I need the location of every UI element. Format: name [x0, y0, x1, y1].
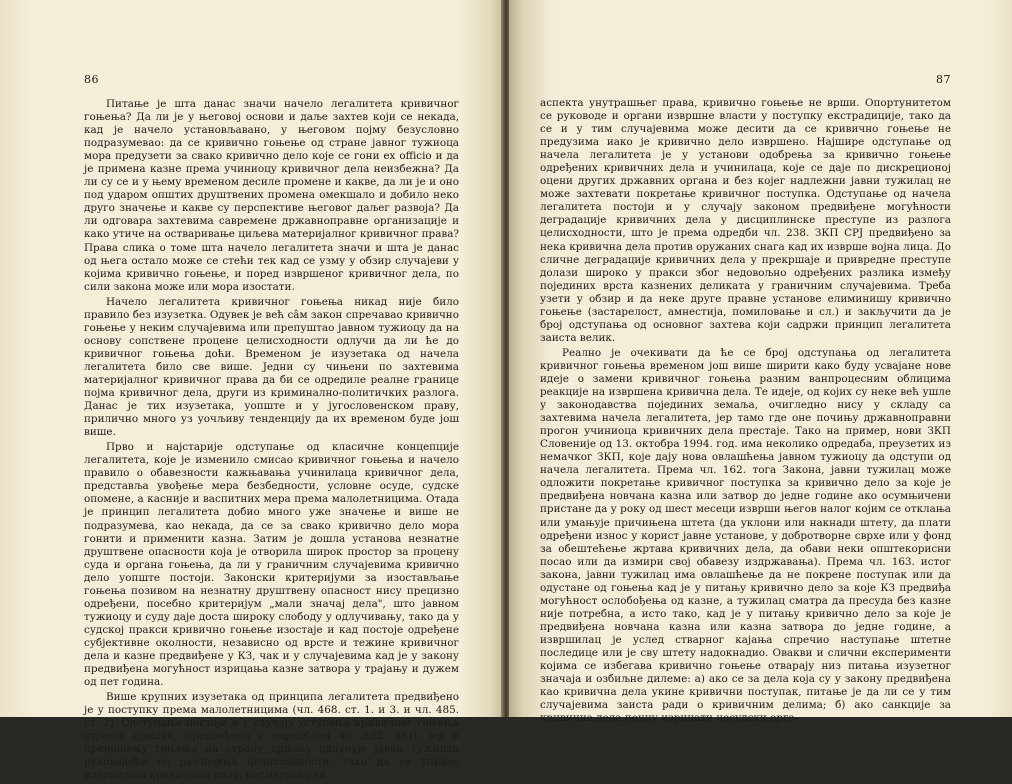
- page-number: 86: [84, 73, 99, 86]
- paragraph: Питање је шта данас значи начело легалитета кривичног гоњења? Да ли је у његовој основи и даље захтев који се некада, кад је начело установљавано, у његовом појму безусловно подразумевао: да се кривично гоњење од стране јавног тужиоца мора предузети за свако кривично дело које се гони ex officio и да је примена казне према учиниоцу кривичног дела неизбежна? Да ли су се и у њему временом десиле промене и какве, да ли је и оно под ударом општих друштвених промена омекшало и добило неко друго значење и какве су перспективе његовог даљег развоја? Да ли одговара захтевима савремене државноправне организације и како утиче на остваривање циљева материјалног кривичног права? Права слика о томе шта начело легалитета значи и шта је данас од њега остало може се стећи тек кад се узму у обзир случајеви у којима кривично гоњење, и поред извршеног кривичног дела, по сили закона може или мора изостати.: [84, 98, 459, 293]
- page-number: 87: [936, 73, 951, 86]
- paragraph: аспекта унутрашњег права, кривично гоњење не врши. Опортунитетом се руководе и органи извршне власти у поступку екстрадиције, тако да се и у тим случајевима може десити да се кривично гоњење не предузима иако је кривично дело извршено. Најшире одступање од начела легалитета је у установи одобрења за кривично гоњење одређених кривичних дела и учинилаца, које се даје по дискреционој оцени других државних органа и без којег надлежни јавни тужилац не може захтевати покретање кривичног поступка. Одступање од начела легалитета постоји и у случају законом предвиђене могућности деградације кривичних дела у дисциплинске преступе из разлога целисходности, што је према одредби чл. 238. ЗКП СРЈ предвиђено за нека кривична дела против оружаних снага кад их изврше војна лица. До сличне деградације кривичних дела у прекршаје и привредне преступе долази широко у пракси због недовољно одређених разлика између појединих врста казнених деликата у граничним случајевима. Треба узети у обзир и да неке друге правне установе елиминишу кривично гоњење (застарелост, амнестија, помиловање и сл.) и закључити да је број одступања од основног захтева који садржи принцип легалитета заиста велик.: [540, 97, 951, 344]
- paragraph: Више крупних изузетака од принципа легалитета предвиђено је у поступку према малолетницима (чл. 468. ст. 1. и 3. и чл. 485. ст. 2). Одступање постоји и у случају уступања кривичног гоњења страној држави, предвиђено у одредбама чл. 522. ЗКП, јер о преношењу гоњења на страну државу одлучује јавни тужилац руководећи се разлозима целисходности, тако да се упркос извршеном кривичном делу, посматрано са: [84, 691, 459, 782]
- right-page: [509, 0, 1012, 725]
- paragraph: Прво и најстарије одступање од класичне концепције легалитета, које је изменило смисао кривичног гоњења и начело правило о обавезности кажњавања учинилаца кривичног дела, представља увођење мера безбедности, условне осуде, судске опомене, а касније и васпитних мера према малолетницима. Отада је принцип легалитета добио много уже значење и више не подразумева, као некада, да се за свако кривично дело мора гонити и применити казна. Затим је дошла установа незнатне друштвене опасности која је отворила широк простор за процену суда и органа гоњења, да ли у граничним случајевима кривично дело уопште постоји. Законски критеријуми за изостављање гоњења позивом на незнатну друштвену опасност нису прецизно одређени, посебно критеријум „мали значај дела", што јавном тужиоцу и суду даје доста широку слободу у одлучивању, тако да у судској пракси кривично гоњење изостаје и кад постоје одређене субјективне околности, независно од врсте и тежине кривичног дела и казне предвиђене у КЗ, чак и у случајевима кад је у закону предвиђена могућност изрицања казне затвора у трајању и дужем од пет година.: [84, 441, 459, 689]
- page-text: [84, 98, 459, 784]
- paragraph: Начело легалитета кривичног гоњења никад није било правило без изузетка. Одувек је већ сâм закон спречавао кривично гоњење у неким случајевима или препуштао јавном тужиоцу да на основу сопствене процене целисходности одлучи да ли ће до кривичног гоњења доћи. Временом је изузетака од начела легалитета било све више. Једни су чињени по захтевима материјалног кривичног права да би се одредиле реалне границе појма кривичног дела, други из криминално-политичких разлога. Данас је тих изузетака, уопште и у југословенском праву, прилично много уз уочљиву тенденцију да их временом буде још више.: [84, 295, 459, 439]
- paragraph: Реално је очекивати да ће се број одступања од легалитета кривичног гоњења временом још више ширити како буду усвајане нове идеје о замени кривичног гоњења разним ванпроцесним облицима реакције на извршена кривична дела. Те идеје, од којих су неке већ ушле у законодавства појединих земаља, очигледно нису у складу са захтевима начела легалитета, јер тамо где оне почињу државноправни прогон учиниоца кривичних дела престаје. Тако на пример, нови ЗКП Словеније од 13. октобра 1994. год. има неколико одредаба, преузетих из немачког ЗКП, које дају нова овлашћења јавном тужиоцу да одступи од начела легалитета. Према чл. 162. тога Закона, јавни тужилац може одложити покретање кривичног поступка за кривично дело за које је предвиђена новчана казна или затвор до једне године ако осумњичени пристане да у року од шест месеци изврши његов налог којим се отклања или умањује причињена штета (да уклони или накнади штету, да плати одређени износ у корист јавне установе, у добротворне сврхе или у фонд за обештећење жртава кривичних дела, да обави неки општекорисни посао или да измири свој обавезу издржавања). Према чл. 163. истог закона, јавни тужилац има овлашћење да не покрене поступак или да одустане од гоњења кад је у питању кривично дело за које КЗ предвиђа могућност ослобођења од казне, а тужилац сматра да пресуда без казне није потребна, а исто тако, кад је у питању кривично дело за које је предвиђена новчана казна или казна затвора до једне године, а извршилац је услед стварног кајања спречио наступање штетне последице или је сву штету надокнадио. Овакви и слични експерименти којима се избегава кривично гоњење отварају низ питања изузетног значаја и озбиљне дилеме: а) ако се за дела која су у закону предвиђена као кривична дела укине кривични поступак, питање је да ли се у тим случајевима заиста ради о кривичним делима; б) ако санкције за кривична дела почну изрицати несудски орга-: [540, 346, 951, 725]
- left-page: [0, 0, 503, 782]
- page-text: [540, 97, 951, 727]
